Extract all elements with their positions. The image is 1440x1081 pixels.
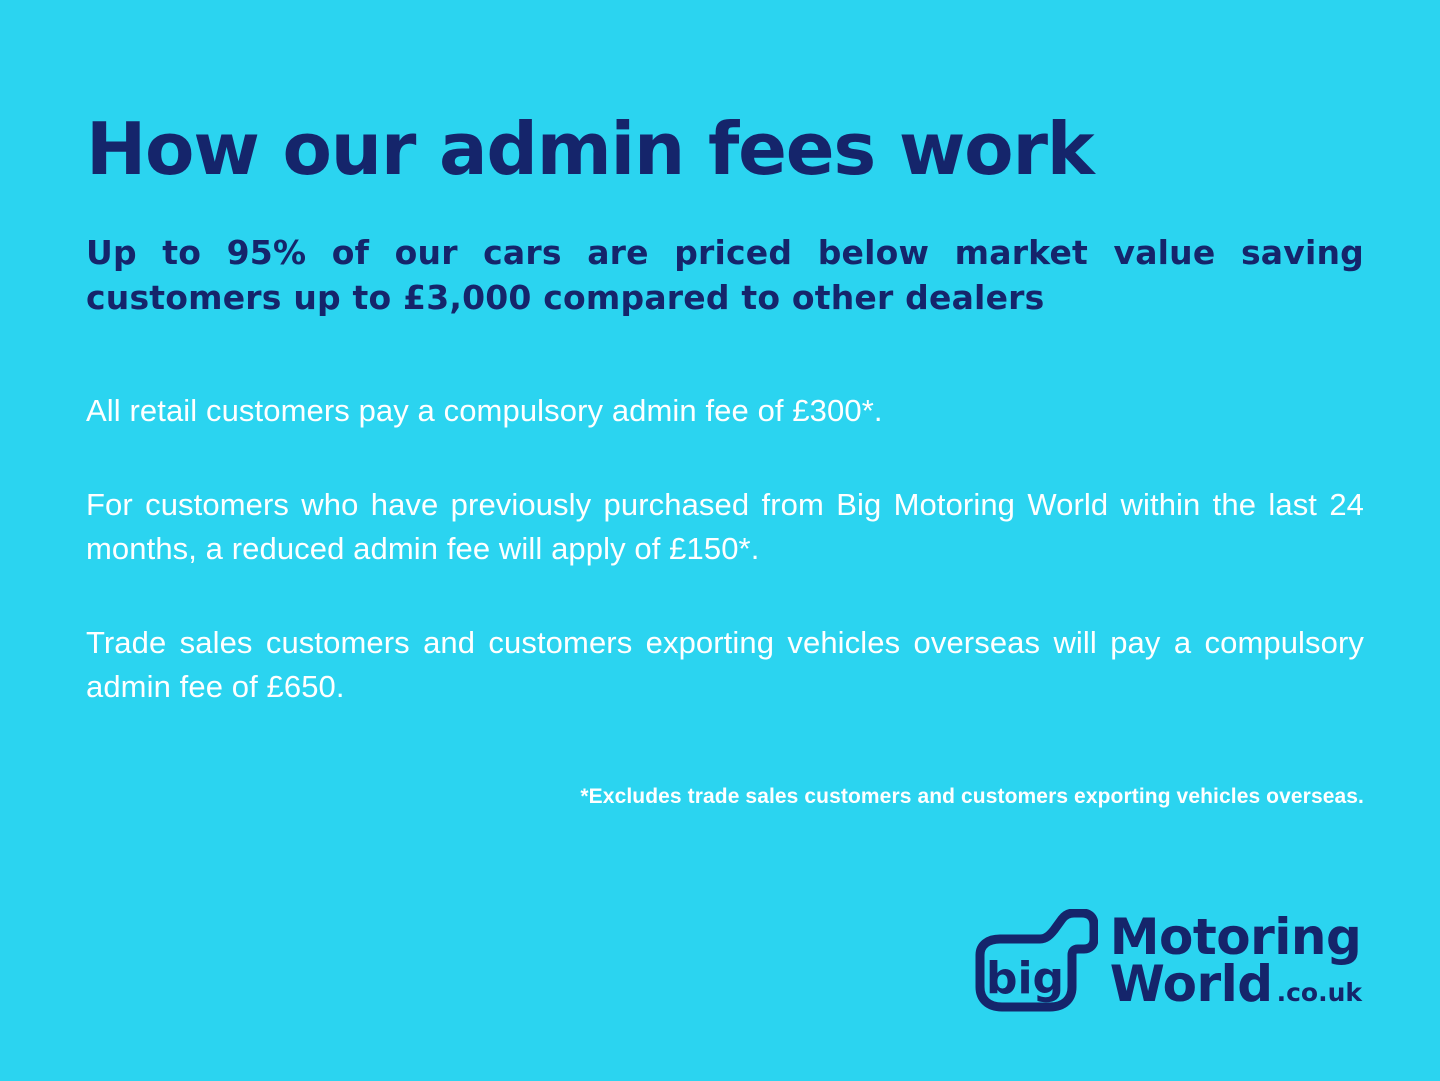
brand-logo bbox=[970, 909, 1362, 1013]
brand-line-motoring: Motoring bbox=[1109, 908, 1362, 966]
brand-line-world: World bbox=[1109, 955, 1273, 1013]
big-car-badge-icon bbox=[970, 909, 1098, 1013]
footnote-text: *Excludes trade sales customers and customers exporting vehicles overseas. bbox=[580, 784, 1364, 808]
slide-content bbox=[86, 0, 1364, 809]
body-paragraph-retail-fee: All retail customers pay a compulsory admin fee of £300*. bbox=[86, 392, 883, 428]
page-title: How our admin fees work bbox=[86, 107, 1094, 191]
brand-tld: .co.uk bbox=[1276, 978, 1362, 1007]
brand-wordmark bbox=[1109, 908, 1362, 1013]
subheading-text: Up to 95% of our cars are priced below market value saving customers up to £3,000 compared to other dealers bbox=[86, 232, 1364, 318]
body-paragraph-trade-export-fee: Trade sales customers and customers exporting vehicles overseas will pay a compulsory admin fee of £650. bbox=[86, 624, 1364, 704]
brand-line-world-row bbox=[1109, 955, 1362, 1013]
big-wordmark: big bbox=[985, 953, 1064, 1004]
body-paragraph-returning-customer-fee: For customers who have previously purchased from Big Motoring World within the last 24 months, a reduced admin fee will apply of £150*. bbox=[86, 486, 1364, 566]
